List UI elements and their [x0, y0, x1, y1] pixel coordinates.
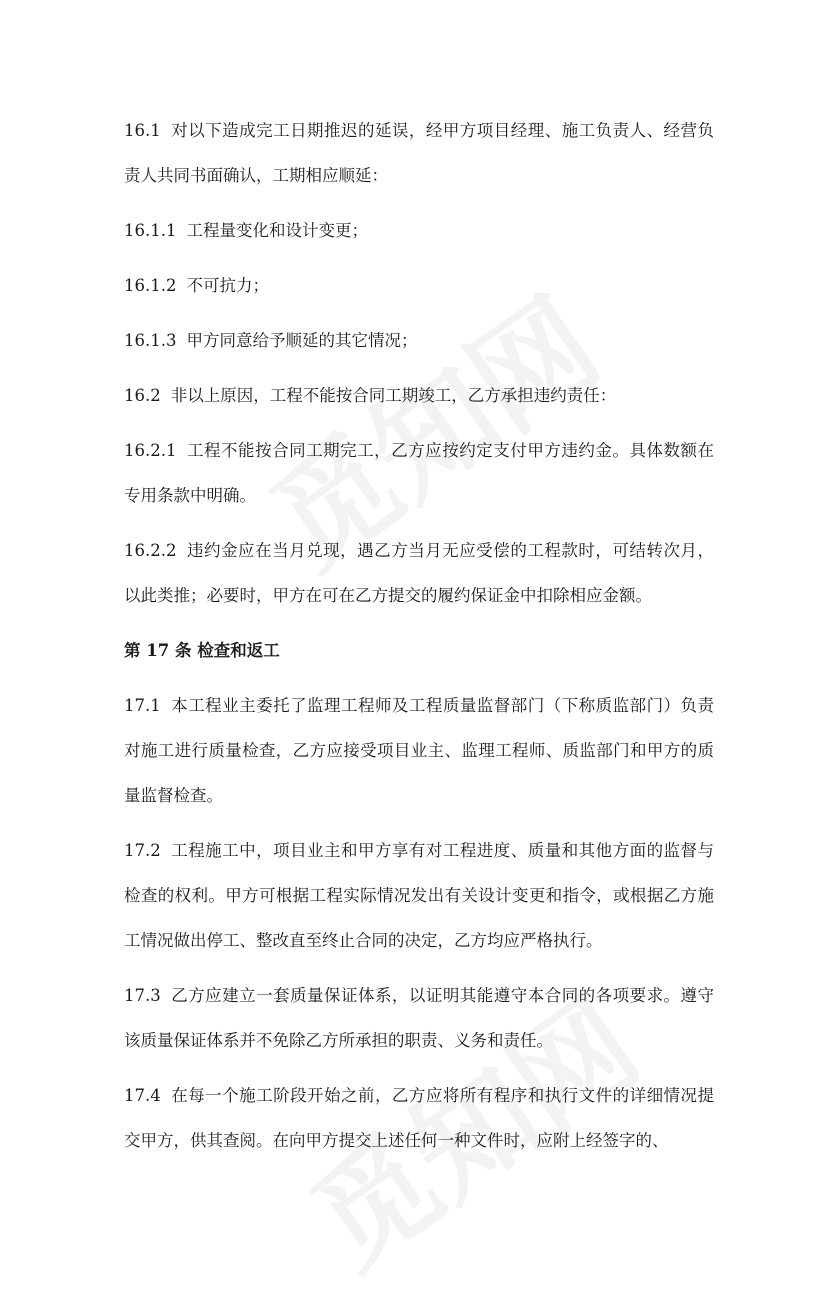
- clause-text: 在每一个施工阶段开始之前，乙方应将所有程序和执行文件的详细情况提交甲方，供其查阅。在向甲方提交上述任何一种文件时，应附上经签字的、: [124, 1086, 714, 1150]
- clause-number: 17.4: [124, 1086, 161, 1105]
- clause-16-2-2: [124, 528, 714, 618]
- clause-16-1-2: [124, 263, 714, 308]
- section-heading: 第 17 条 检查和返工: [124, 641, 280, 660]
- clause-16-1-1: [124, 208, 714, 253]
- clause-number: 17.2: [124, 841, 161, 860]
- clause-text: 本工程业主委托了监理工程师及工程质量监督部门（下称质监部门）负责对施工进行质量检查，乙方应接受项目业主、监理工程师、质监部门和甲方的质量监督检查。: [124, 696, 714, 805]
- clause-text: 对以下造成完工日期推迟的延误，经甲方项目经理、施工负责人、经营负责人共同书面确认，工期相应顺延：: [124, 121, 714, 185]
- clause-number: 16.2.2: [124, 541, 177, 560]
- clause-text: 工程不能按合同工期完工，乙方应按约定支付甲方违约金。具体数额在专用条款中明确。: [124, 441, 714, 505]
- clause-16-2-1: [124, 428, 714, 518]
- clause-text: 甲方同意给予顺延的其它情况；: [186, 331, 418, 350]
- clause-16-2: [124, 373, 714, 418]
- clause-text: 违约金应在当月兑现，遇乙方当月无应受偿的工程款时，可结转次月，以此类推；必要时，甲方在可在乙方提交的履约保证金中扣除相应金额。: [124, 541, 714, 605]
- clause-text: 乙方应建立一套质量保证体系，以证明其能遵守本合同的各项要求。遵守该质量保证体系并不免除乙方所承担的职责、义务和责任。: [124, 986, 714, 1050]
- clause-17-3: [124, 973, 714, 1063]
- clause-number: 16.1: [124, 121, 161, 140]
- clause-16-1: [124, 108, 714, 198]
- clause-text: 工程量变化和设计变更；: [186, 221, 368, 240]
- clause-text: 不可抗力；: [186, 276, 269, 295]
- clause-17-4: [124, 1073, 714, 1163]
- clause-text: 非以上原因，工程不能按合同工期竣工，乙方承担违约责任：: [170, 386, 617, 405]
- clause-17-1: [124, 683, 714, 818]
- clause-17-2: [124, 828, 714, 963]
- clause-number: 16.1.3: [124, 331, 177, 350]
- clause-number: 16.1.2: [124, 276, 177, 295]
- clause-text: 工程施工中，项目业主和甲方享有对工程进度、质量和其他方面的监督与检查的权利。甲方可根据工程实际情况发出有关设计变更和指令，或根据乙方施工情况做出停工、整改直至终止合同的决定，乙方均应严格执行。: [124, 841, 714, 950]
- clause-number: 16.1.1: [124, 221, 177, 240]
- document-body: [124, 108, 714, 1173]
- clause-16-1-3: [124, 318, 714, 363]
- clause-number: 16.2.1: [124, 441, 177, 460]
- clause-number: 17.1: [124, 696, 161, 715]
- clause-number: 16.2: [124, 386, 161, 405]
- clause-number: 17.3: [124, 986, 161, 1005]
